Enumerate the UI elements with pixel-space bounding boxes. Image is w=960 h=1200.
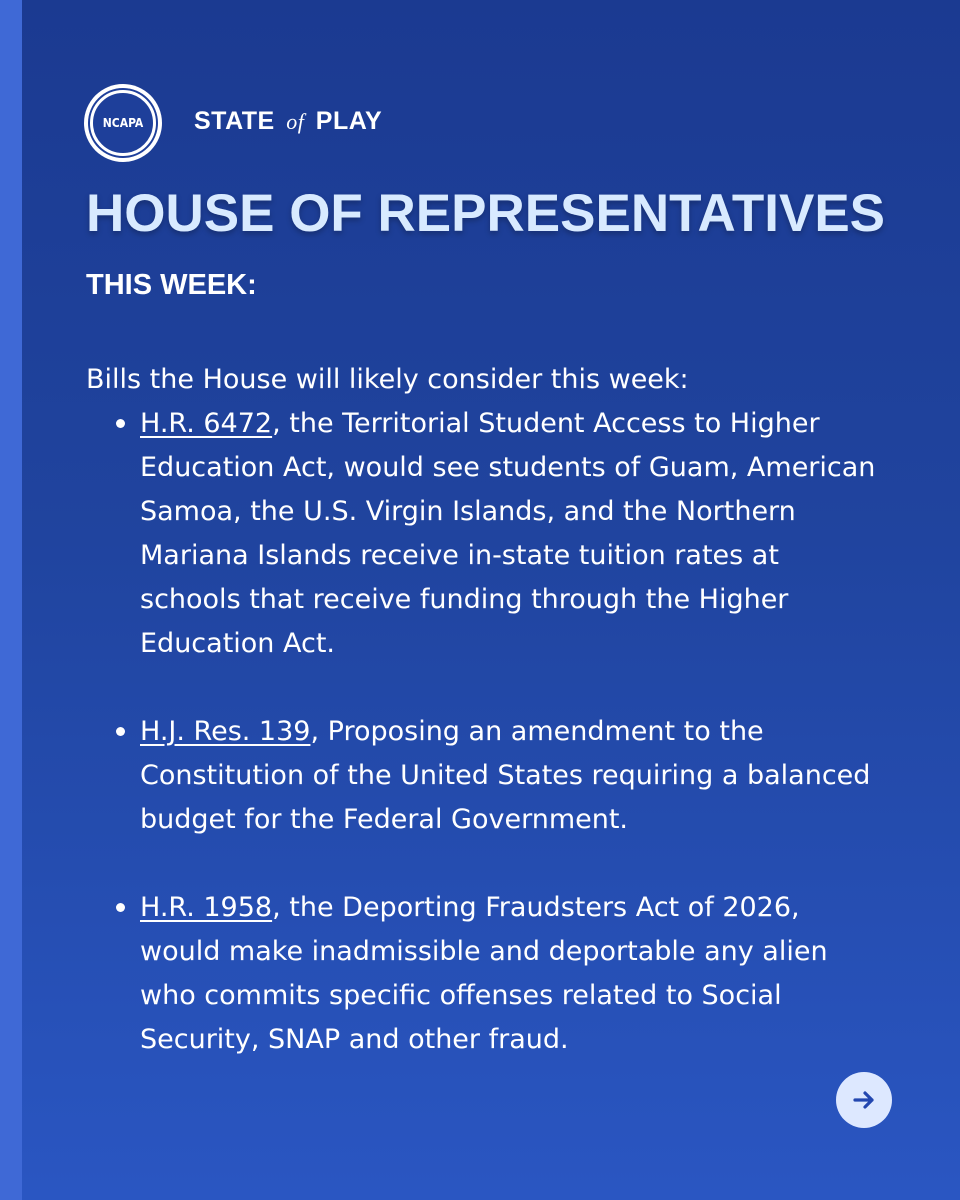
section-subtitle: THIS WEEK:: [86, 269, 257, 301]
bill-link-hr-1958[interactable]: H.R. 1958: [140, 892, 273, 923]
intro-text: Bills the House will likely consider this week:: [86, 364, 689, 395]
bill-item-hr-6472: [86, 402, 886, 666]
bill-description: , Proposing an amendment to the Constitution of the United States requiring a balanced budget for the Federal Government.: [140, 716, 871, 835]
arrow-right-icon: [850, 1086, 878, 1114]
bill-link-hr-6472[interactable]: H.R. 6472: [140, 408, 273, 439]
logo-text: NCAPA: [102, 116, 144, 130]
bill-item-hr-1958: [86, 886, 886, 1062]
logo-seal: [90, 90, 156, 156]
bill-description: , the Territorial Student Access to Higher Education Act, would see students of Guam, American Samoa, the U.S. Virgin Islands, and the Northern Mariana Islands receive in-state tuition rates at schools that receive funding through the Higher Education Act.: [140, 408, 876, 659]
bill-content: [86, 358, 886, 1062]
ncapa-logo: [84, 84, 162, 162]
next-button[interactable]: [836, 1072, 892, 1128]
bill-list: [86, 402, 886, 1062]
bill-description: , the Deporting Fraudsters Act of 2026, would make inadmissible and deportable any alien who commits specific offenses related to Social Security, SNAP and other fraud.: [140, 892, 828, 1055]
page-title: HOUSE OF REPRESENTATIVES: [86, 184, 886, 243]
brand-of: of: [286, 109, 305, 134]
bullet-icon: [116, 419, 125, 428]
brand-state: STATE: [194, 107, 275, 135]
state-of-play-brand: [194, 107, 382, 136]
brand-play: PLAY: [315, 107, 383, 135]
bullet-icon: [116, 727, 125, 736]
bullet-icon: [116, 903, 125, 912]
side-stripe: [0, 0, 22, 1200]
bill-item-hj-res-139: [86, 710, 886, 842]
bill-link-hj-res-139[interactable]: H.J. Res. 139: [140, 716, 311, 747]
